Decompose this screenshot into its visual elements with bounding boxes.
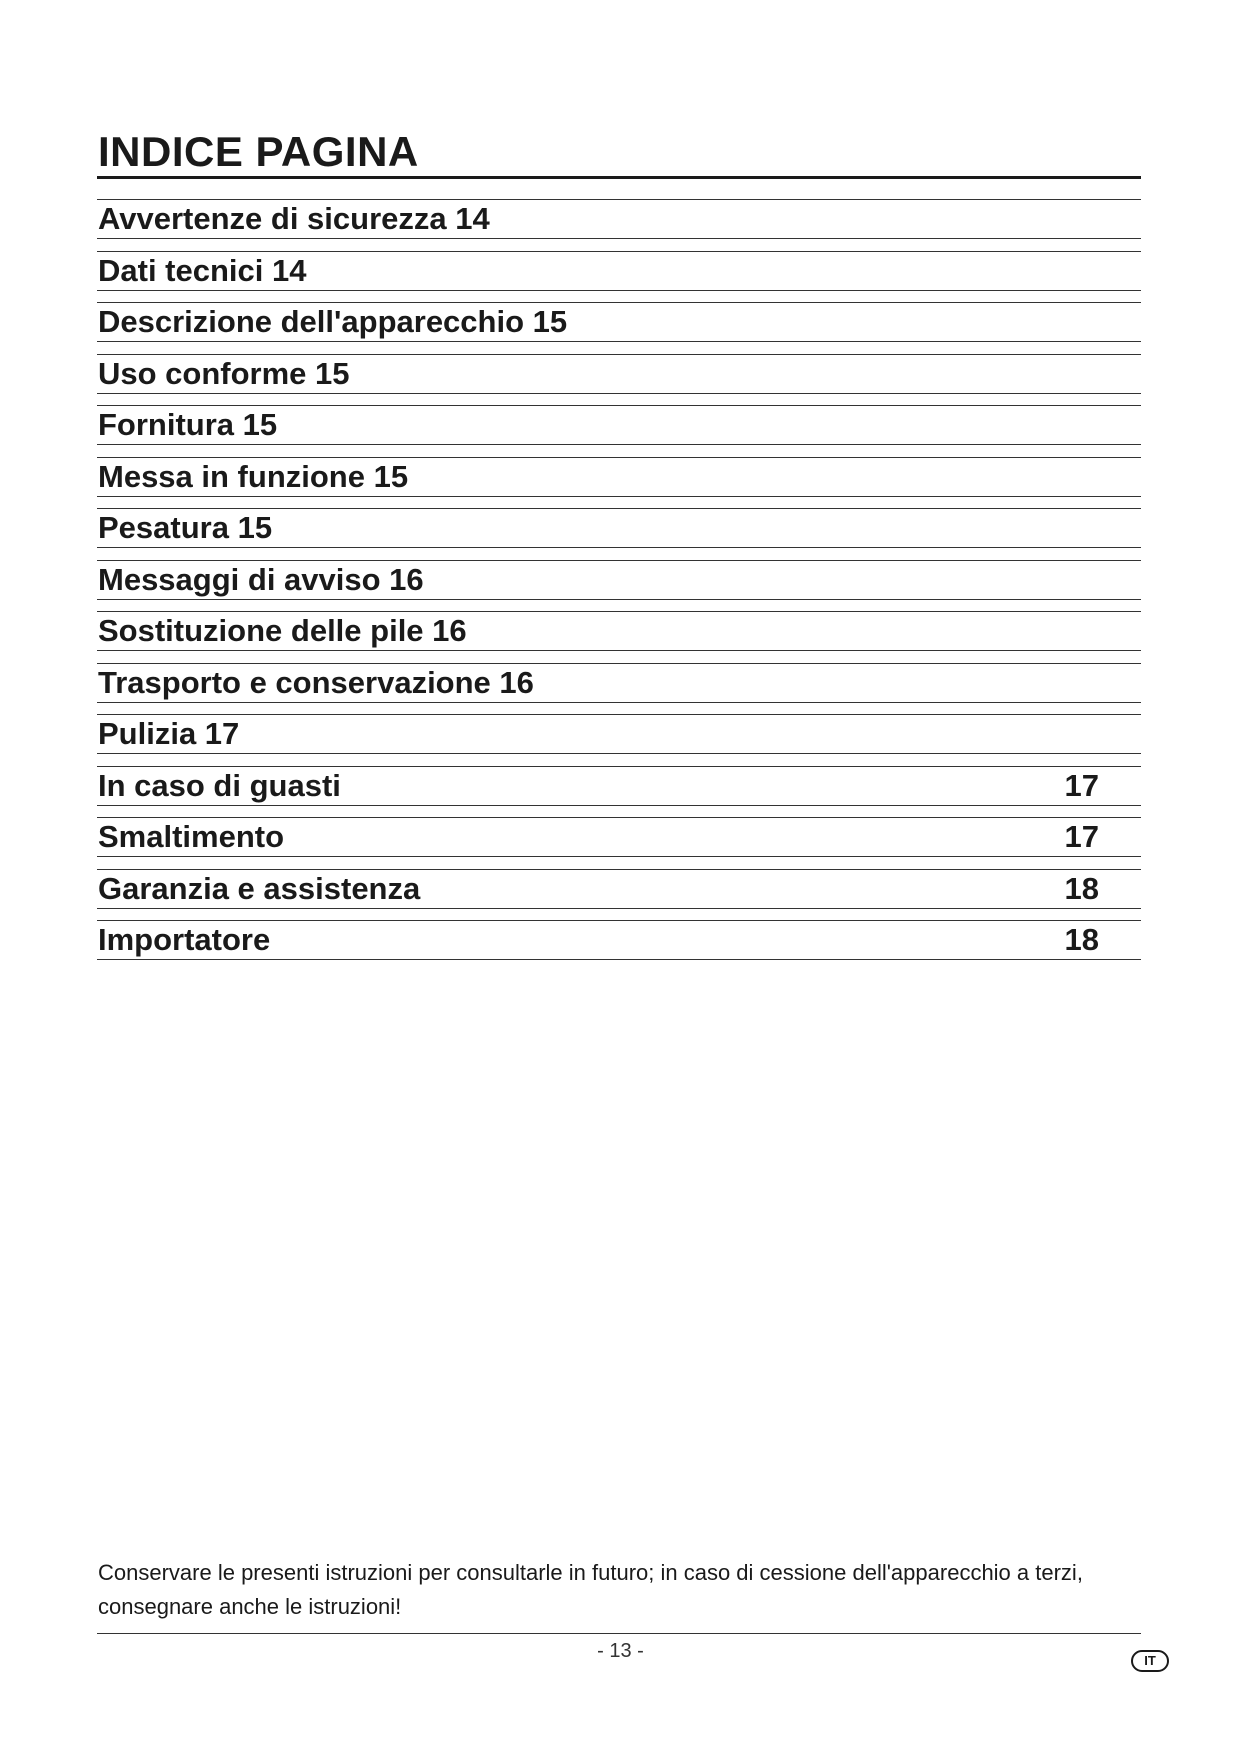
title-divider xyxy=(97,176,1141,179)
toc-entry-page: 17 xyxy=(1064,819,1099,854)
toc-entry-label: In caso di guasti xyxy=(98,767,341,803)
toc-entry-label: Descrizione dell'apparecchio 15 xyxy=(98,304,568,339)
toc-entry-pesatura[interactable] xyxy=(97,508,1141,548)
toc-entry-smaltimento[interactable] xyxy=(97,817,1141,857)
page-title: INDICE PAGINA xyxy=(98,128,419,175)
toc-entry-sostituzione-pile[interactable] xyxy=(97,611,1141,651)
toc-entry-garanzia[interactable] xyxy=(97,869,1141,909)
toc-entry-label: Uso conforme 15 xyxy=(98,355,350,391)
toc-entry-fornitura[interactable] xyxy=(97,405,1141,445)
toc-entry-trasporto[interactable] xyxy=(97,663,1141,703)
toc-entry-label: Messaggi di avviso 16 xyxy=(98,561,424,597)
toc-entry-label: Messa in funzione 15 xyxy=(98,458,409,494)
toc-entry-label: Avvertenze di sicurezza 14 xyxy=(98,201,490,236)
toc-entry-label: Smaltimento xyxy=(98,819,285,854)
toc-entry-label: Pulizia 17 xyxy=(98,716,240,751)
footer-note: Conservare le presenti istruzioni per consultarle in futuro; in caso di cessione dell'apparecchio a terzi, consegnare anche le istruzioni! xyxy=(98,1560,1083,1619)
toc-entry-label: Trasporto e conservazione 16 xyxy=(98,664,534,700)
toc-entry-label: Garanzia e assistenza xyxy=(98,870,421,906)
toc-entry-dati-tecnici[interactable] xyxy=(97,251,1141,291)
toc-entry-label: Fornitura 15 xyxy=(98,407,278,442)
toc-entry-uso-conforme[interactable] xyxy=(97,354,1141,394)
language-badge: IT xyxy=(1131,1650,1169,1672)
toc-entry-pulizia[interactable] xyxy=(97,714,1141,754)
table-of-contents xyxy=(97,199,1141,972)
toc-entry-avvertenze[interactable] xyxy=(97,199,1141,239)
toc-entry-label: Dati tecnici 14 xyxy=(98,252,307,288)
toc-entry-label: Importatore xyxy=(98,922,271,957)
toc-entry-importatore[interactable] xyxy=(97,920,1141,960)
toc-entry-in-caso-di-guasti[interactable] xyxy=(97,766,1141,806)
toc-entry-label: Sostituzione delle pile 16 xyxy=(98,613,467,648)
toc-entry-page: 18 xyxy=(1064,922,1099,957)
footer-divider xyxy=(97,1633,1141,1634)
toc-entry-descrizione[interactable] xyxy=(97,302,1141,342)
toc-entry-messa-in-funzione[interactable] xyxy=(97,457,1141,497)
toc-entry-messaggi-di-avviso[interactable] xyxy=(97,560,1141,600)
page-number: - 13 - xyxy=(597,1640,644,1662)
toc-entry-page: 17 xyxy=(1064,767,1099,803)
toc-entry-label: Pesatura 15 xyxy=(98,510,273,545)
toc-entry-page: 18 xyxy=(1064,870,1099,906)
